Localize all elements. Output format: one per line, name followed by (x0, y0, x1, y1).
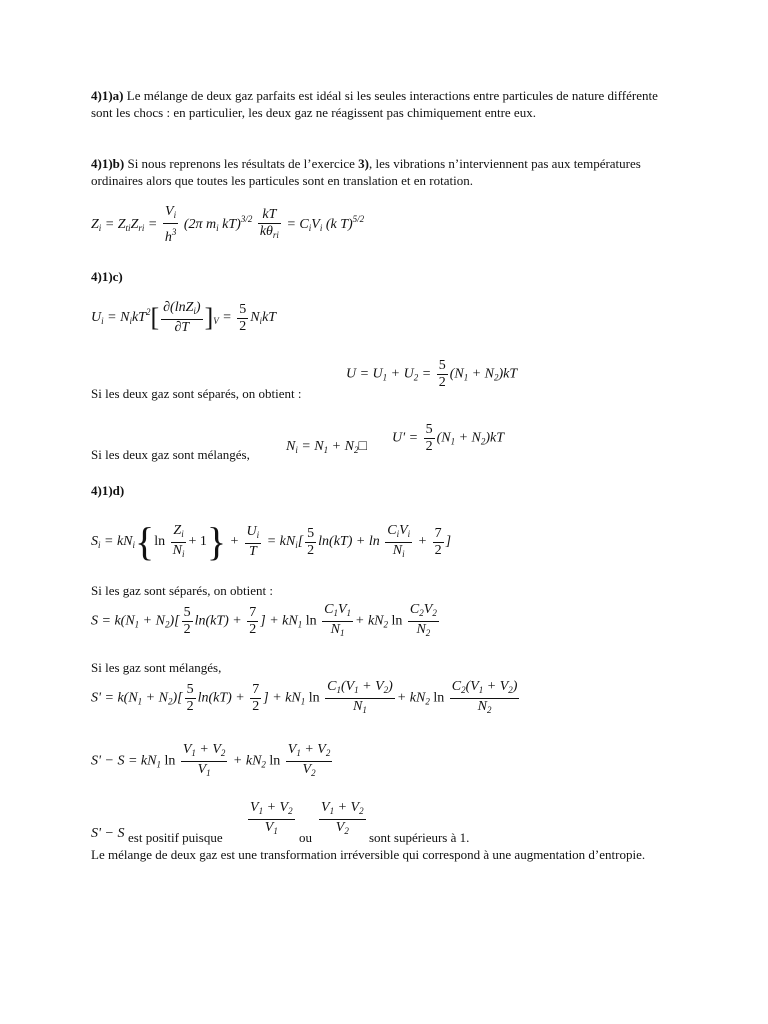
equation-u-melanges: U' = $\frac{5}{2}$ $(N_1 + N_2)kT$ (392, 422, 505, 454)
equation-delta-s: $S' - S = kN_1$ ln $\frac{V_1 + V_2}{V_1}$ + $kN_2$ ln $\frac{V_1 + V_2}{V_2}$ (91, 742, 331, 778)
conclusion: Le mélange de deux gaz est une transformation irréversible qui correspond à une augmentation d’entropie. (91, 847, 646, 862)
text-ou: ou (299, 830, 312, 845)
equation-s-separes: $S = k(N_1 + N_2)$[ $\frac{5}{2}$ ln(kT) + $\frac{7}{2}$ ] + $kN_1$ ln $\frac{C_1V_1}{N_1}$ + $kN_2$ ln $\frac{C_2V_2}{N_2}$ (91, 602, 437, 638)
text-d-separes: Si les gaz sont séparés, on obtient : (91, 583, 273, 598)
text-c-separes: Si les deux gaz sont séparés, on obtient : (91, 386, 302, 401)
text-b-before: Si nous reprenons les résultats de l’exercice (124, 156, 359, 171)
text-positif: est positif puisque (128, 830, 223, 845)
heading-b: 4)1)b) (91, 156, 125, 171)
equation-z: $Z_i = Z_{ti}Z_{ri}$ = $\frac{V_i}{h^3}$ (2π $m_i$ kT)$^{3/2}$ kT $k\theta_{ri}$ = $C_iV_i$ (k T)$^{5/2}$ (91, 204, 365, 245)
fraction-v1: $\frac{V_1 + V_2}{V_1}$ (250, 800, 293, 836)
paragraph-a (91, 87, 681, 121)
equation-u-separes: $U = U_1 + U_2$ = $\frac{5}{2}$ $(N_1 + N_2)kT$ (346, 358, 518, 390)
equation-ni: $N_i = N_1$ + $N_2□$ (286, 439, 367, 455)
text-b-after: , les vibrations n’interviennent pas aux températures ordinaires alors que toutes les particules sont en translation et en rotation. (91, 156, 641, 188)
delta-s-symbol: S' − S (91, 826, 125, 841)
text-a: Le mélange de deux gaz parfaits est idéal si les seules interactions entre particules de nature différente sont les chocs : en particulier, les deux gaz ne réagissent pas chimiquement entre eux. (91, 88, 658, 120)
fraction-v2: $\frac{V_1 + V_2}{V_2}$ (321, 800, 364, 836)
heading-d: 4)1)d) (91, 483, 125, 498)
equation-u: $U_i = N_ikT^2$[ $\frac{\partial(\ln Z_i)}{\partial T}$ ]$_V$ = $\frac{5}{2}$ $N_ikT$ (91, 300, 277, 335)
text-superieurs: sont supérieurs à 1. (369, 830, 470, 845)
exercise-ref: 3) (358, 156, 369, 171)
equation-s: $S_i = kN_i\{\ln$ $\frac{Z_i}{N_i}$ + 1} + $\frac{U_i}{T}$ = $kN_i$[ $\frac{5}{2}$ ln(kT) + ln $C_iV_i$ $N_i$ + $\frac{7}{2}$ ] (91, 519, 452, 564)
heading-a: 4)1)a) (91, 88, 124, 103)
text-d-melanges: Si les gaz sont mélangés, (91, 660, 222, 675)
heading-c: 4)1)c) (91, 269, 123, 284)
equation-s-melanges: $S' = k(N_1 + N_2)$[ $\frac{5}{2}$ ln(kT) + $\frac{7}{2}$ ] + $kN_1$ ln $\frac{C_1(V_1 + V_2)}{N_1}$ + $kN_2$ ln $\frac{C_2(V_1 + V_2)}{N_2}$ (91, 679, 518, 715)
text-c-melanges: Si les deux gaz sont mélangés, (91, 447, 250, 462)
paragraph-b (91, 155, 681, 189)
